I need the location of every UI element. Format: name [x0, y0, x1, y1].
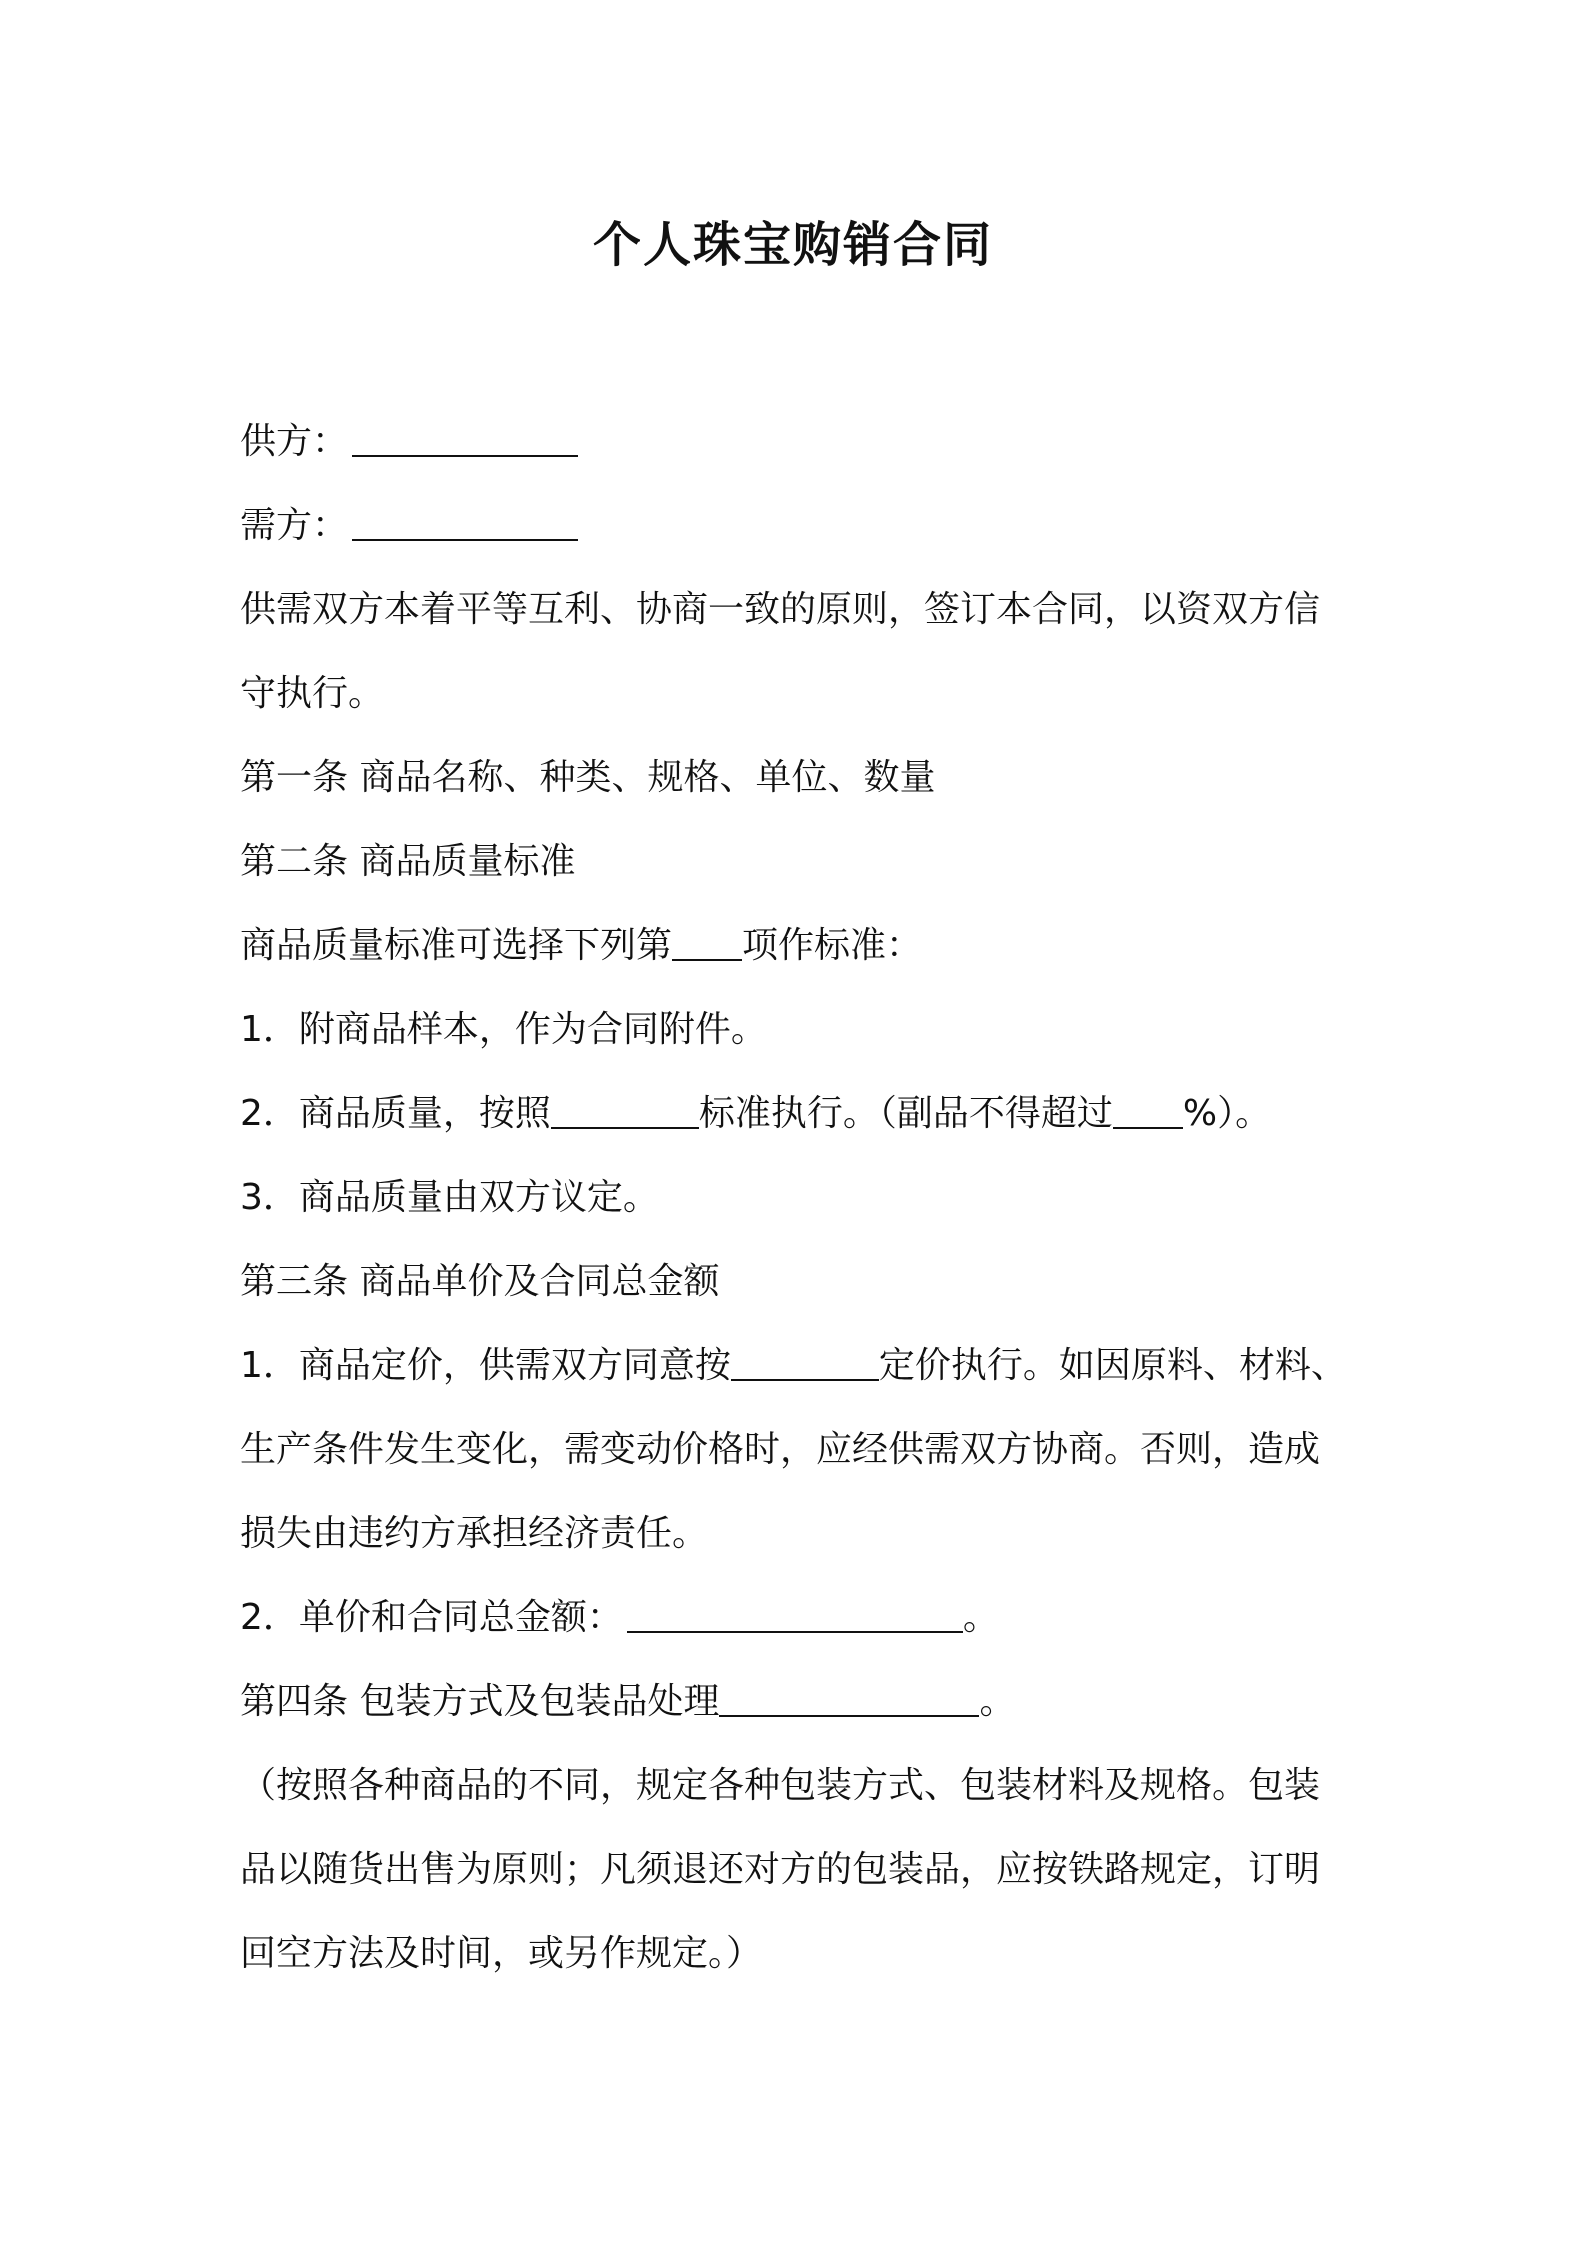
article-2-item-2-text-a: 2．商品质量，按照 [240, 1093, 551, 1134]
article-4-title: 第四条 包装方式及包装品处理 [240, 1681, 720, 1722]
article-2-item-2-text-b: 标准执行。（副品不得超过 [698, 1093, 1113, 1134]
item-number-blank [672, 923, 742, 961]
article-2-title: 第二条 商品质量标准 [240, 841, 576, 882]
article-2-item-2 [240, 1072, 1360, 1156]
article-3-item-1-text-b: 定价执行。如因原料、材料、 [878, 1345, 1347, 1386]
supplier-label: 供方： [240, 421, 349, 462]
article-3-title: 第三条 商品单价及合同总金额 [240, 1261, 720, 1302]
article-4-note-line-2: 品以随货出售为原则；凡须退还对方的包装品，应按铁路规定，订明 [240, 1849, 1321, 1890]
article-2-item-2-text-c: %）。 [1182, 1093, 1272, 1134]
article-2-item-3: 3．商品质量由双方议定。 [240, 1177, 659, 1218]
intro-line-2: 守执行。 [240, 673, 385, 714]
article-3-item-2-text-b: 。 [962, 1597, 999, 1638]
article-4-note-line-3: 回空方法及时间，或另作规定。） [240, 1933, 763, 1974]
standard-blank [551, 1091, 699, 1129]
supplier-line [240, 400, 1360, 484]
buyer-line [240, 484, 1360, 568]
article-3-item-1-line-3: 损失由违约方承担经济责任。 [240, 1513, 709, 1554]
article-4-title-line [240, 1660, 1360, 1744]
percent-blank [1113, 1091, 1183, 1129]
article-3-item-1 [240, 1324, 1360, 1408]
article-3-item-1-line-2: 生产条件发生变化，需变动价格时，应经供需双方协商。否则，造成 [240, 1429, 1321, 1470]
packaging-blank [719, 1679, 979, 1717]
buyer-blank [352, 503, 578, 541]
supplier-blank [352, 419, 578, 457]
article-2-intro [240, 904, 1360, 988]
article-4-note-line-1: （按照各种商品的不同，规定各种包装方式、包装材料及规格。包装 [240, 1765, 1321, 1806]
article-1-title: 第一条 商品名称、种类、规格、单位、数量 [240, 757, 936, 798]
contract-body [240, 400, 1360, 1996]
article-2-item-1: 1．附商品样本，作为合同附件。 [240, 1009, 767, 1050]
article-2-suffix: 项作标准： [742, 925, 923, 966]
article-3-item-2 [240, 1576, 1360, 1660]
article-3-item-2-text-a: 2．单价和合同总金额： [240, 1597, 623, 1638]
document-title: 个人珠宝购销合同 [592, 217, 993, 273]
article-2-prefix: 商品质量标准可选择下列第 [240, 925, 673, 966]
article-3-item-1-text-a: 1．商品定价，供需双方同意按 [240, 1345, 731, 1386]
buyer-label: 需方： [240, 505, 349, 546]
intro-line-1: 供需双方本着平等互利、协商一致的原则，签订本合同，以资双方信 [240, 589, 1321, 630]
total-amount-blank [627, 1595, 963, 1633]
price-basis-blank [731, 1343, 879, 1381]
article-4-title-end: 。 [979, 1681, 1016, 1722]
